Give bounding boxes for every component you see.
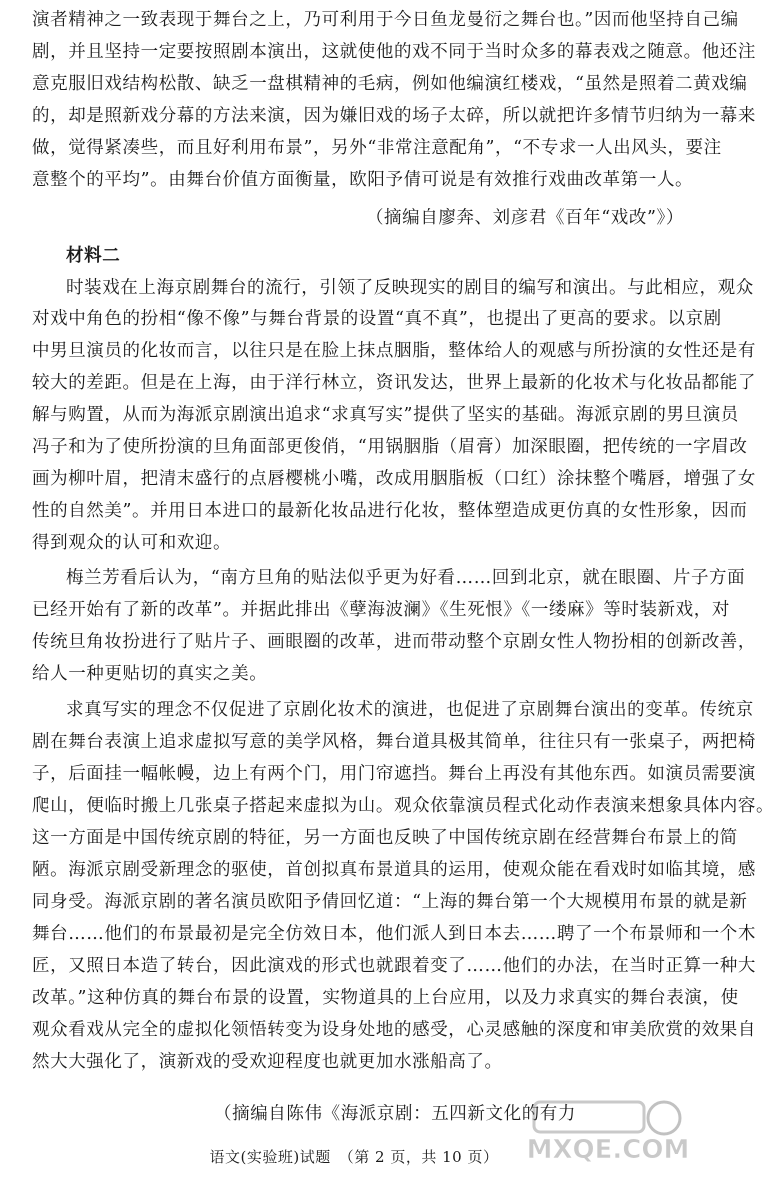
text-line: 性的自然美”。并用日本进口的最新化妆品进行化妆，整体塑造成更仿真的女性形象，因而 [32, 501, 748, 521]
text-line: 时装戏在上海京剧舞台的流行，引领了反映现实的剧目的编写和演出。与此相应，观众 [66, 278, 754, 298]
svg-text:MXQE.COM: MXQE.COM [526, 1135, 690, 1165]
text-line: 冯子和为了使所扮演的旦角面部更俊俏，“用锅胭脂（眉膏）加深眼圈，把传统的一字眉改 [32, 437, 748, 457]
text-line: 已经开始有了新的改革”。并据此排出《孽海波澜》《生死恨》《一缕麻》等时装新戏，对 [32, 600, 730, 620]
text-line: 演者精神之一致表现于舞台之上，乃可利用于今日鱼龙曼衍之舞台也。”因而他坚持自己编 [32, 10, 739, 30]
text-line: 这一方面是中国传统京剧的特征，另一方面也反映了中国传统京剧在经营舞台布景上的简 [32, 828, 738, 848]
watermark-icon [524, 1096, 694, 1166]
text-line: 观众看戏从完全的虚拟化领悟转变为设身处地的感受，心灵感触的深度和审美欣赏的效果自 [32, 1020, 756, 1040]
text-line: 解与购置，从而为海派京剧演出追求“求真写实”提供了坚实的基础。海派京剧的男旦演员 [32, 405, 739, 425]
text-line: 画为柳叶眉，把清末盛行的点唇樱桃小嘴，改成用胭脂板（口红）涂抹整个嘴唇，增强了女 [32, 469, 756, 489]
source-citation-1: （摘编自廖奔、刘彦君《百年“戏改”》） [365, 208, 684, 228]
text-line: 较大的差距。但是在上海，由于洋行林立，资讯发达，世界上最新的化妆术与化妆品都能了 [32, 373, 756, 393]
text-line: 子，后面挂一幅帐幔，边上有两个门，用门帘遮挡。舞台上再没有其他东西。如演员需要演 [32, 764, 756, 784]
text-line: 做，觉得紧凑些，而且好利用布景”，另外“非常注意配角”，“不专求一人出风头，要注 [32, 138, 722, 158]
text-line: 意克服旧戏结构松散、缺乏一盘棋精神的毛病，例如他编演红楼戏，“虽然是照着二黄戏编 [32, 74, 748, 94]
text-line: 然大大强化了，演新戏的受欢迎程度也就更加水涨船高了。 [32, 1052, 503, 1072]
section-heading: 材料二 [66, 246, 121, 266]
text-line: 匠，又照日本造了转台，因此演戏的形式也就跟着变了……他们的办法，在当时正算一种大 [32, 956, 756, 976]
page-footer: 语文(实验班)试题 （第 2 页，共 10 页） [209, 1148, 499, 1166]
text-line: 的，却是照新戏分幕的方法来演，因为嫌旧戏的场子太碎，所以就把许多情节归纳为一幕来 [32, 106, 756, 126]
text-line: 意整个的平均”。由舞台价值方面衡量，欧阳予倩可说是有效推行戏曲改革第一人。 [32, 170, 694, 190]
text-line: 求真写实的理念不仅促进了京剧化妆术的演进，也促进了京剧舞台演出的变革。传统京 [66, 700, 754, 720]
text-line: 中男旦演员的化妆而言，以往只是在脸上抹点胭脂，整体给人的观感与所扮演的女性还是有 [32, 341, 756, 361]
text-line: 给人一种更贴切的真实之美。 [32, 664, 268, 684]
text-line: 改革。”这种仿真的舞台布景的设置，实物道具的上台应用，以及力求真实的舞台表演，使 [32, 988, 739, 1008]
text-line: 陋。海派京剧受新理念的驱使，首创拟真布景道具的运用，使观众能在看戏时如临其境，感 [32, 860, 756, 880]
text-line: 同身受。海派京剧的著名演员欧阳予倩回忆道：“上海的舞台第一个大规模用布景的就是新 [32, 892, 748, 912]
watermark-logo [524, 1096, 694, 1166]
text-line: 梅兰芳看后认为，“南方旦角的贴法似乎更为好看……回到北京，就在眼圈、片子方面 [66, 568, 746, 588]
text-line: 爬山，便临时搬上几张桌子搭起来虚拟为山。观众依靠演员程式化动作表演来想象具体内容。 [32, 796, 774, 816]
text-line: 舞台……他们的布景最初是完全仿效日本，他们派人到日本去……聘了一个布景师和一个木 [32, 924, 756, 944]
text-line: 传统旦角妆扮进行了贴片子、画眼圈的改革，进而带动整个京剧女性人物扮相的创新改善， [32, 632, 756, 652]
text-line: 得到观众的认可和欢迎。 [32, 533, 232, 553]
source-citation-2: （摘编自陈伟《海派京剧：五四新文化的有力 [214, 1104, 576, 1124]
text-line: 剧在舞台表演上追求虚拟写意的美学风格，舞台道具极其简单，往往只有一张桌子，两把椅 [32, 732, 756, 752]
text-line: 剧，并且坚持一定要按照剧本演出，这就使他的戏不同于当时众多的幕表戏之随意。他还注 [32, 42, 756, 62]
text-line: 对戏中角色的扮相“像不像”与舞台背景的设置“真不真”，也提出了更高的要求。以京剧 [32, 309, 722, 329]
